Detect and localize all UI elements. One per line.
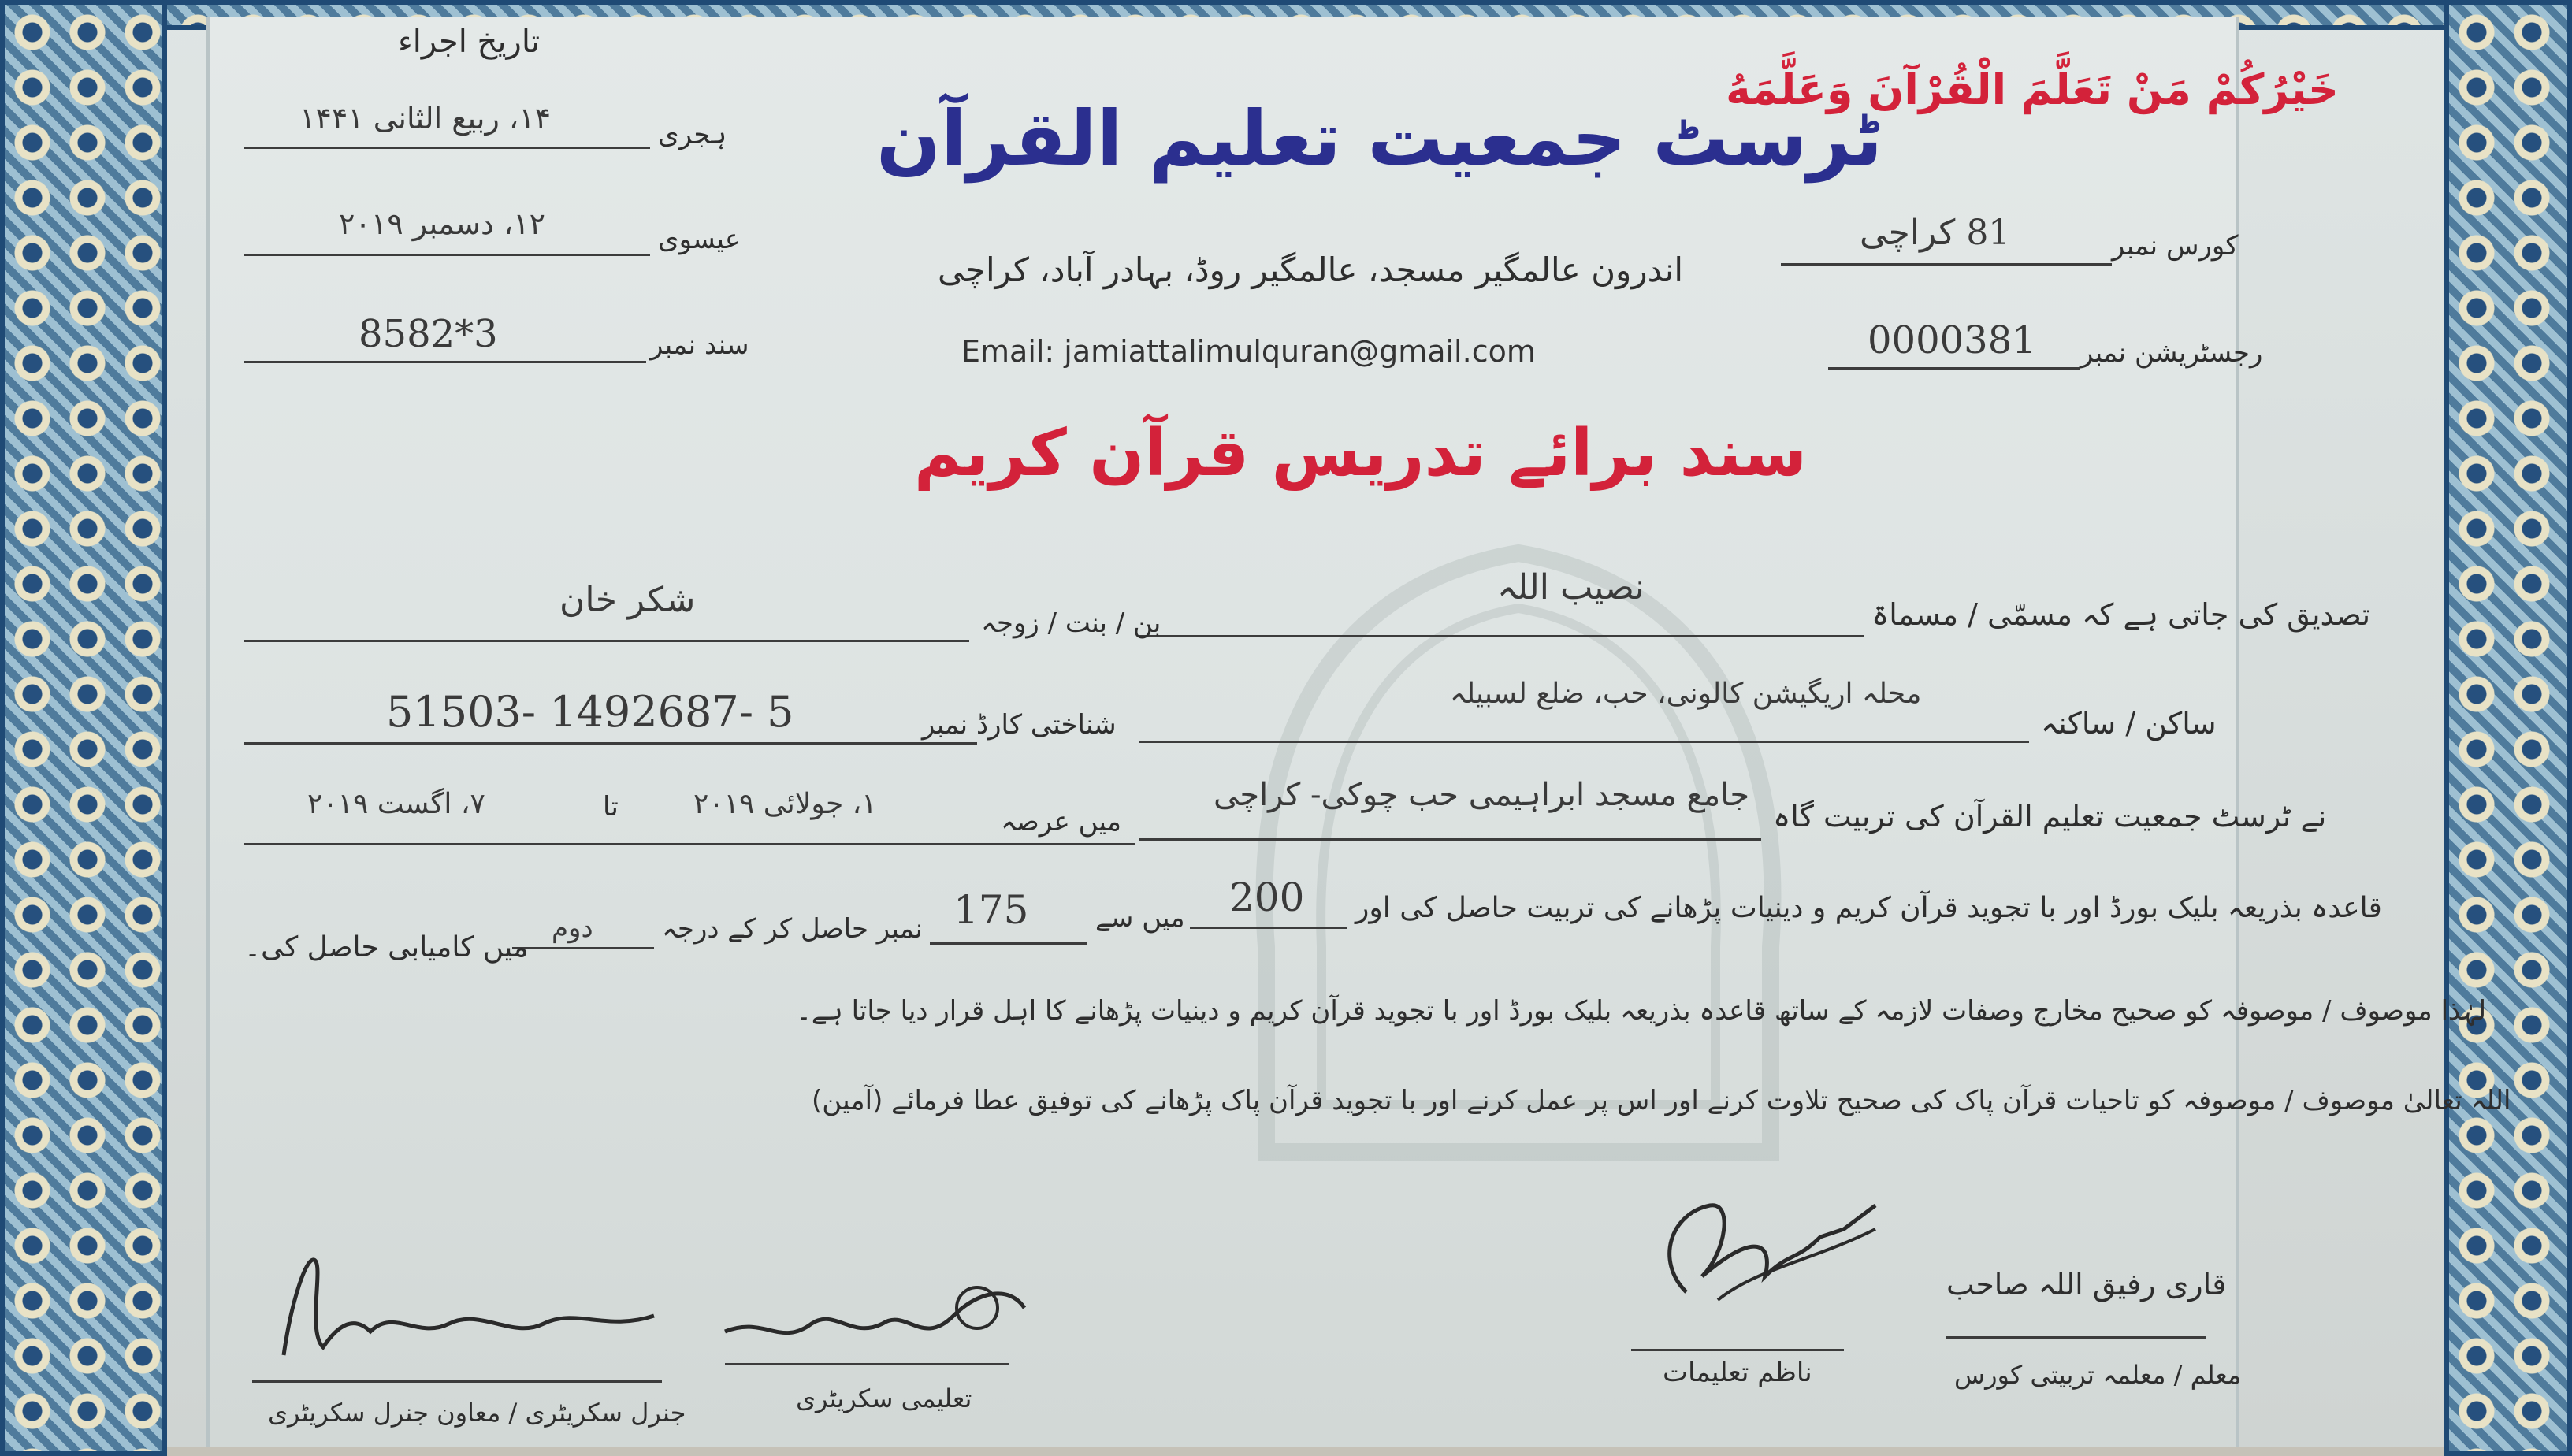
training-description: قاعدہ بذریعہ بلیک بورڈ اور با تجوید قرآن کریم و دینیات پڑھانے کی تربیت حاصل کی اور [1355,892,2382,924]
student-name: نصیب اللہ [1497,567,1645,607]
attestation-text: تصدیق کی جاتی ہے کہ مسمّی / مسماۃ [1871,597,2371,632]
watermark-emblem [1219,537,1818,1168]
teacher-name: قاری رفیق اللہ صاحب [1946,1267,2227,1302]
organization-email: Email: jamiattalimulquran@gmail.com [961,334,1536,369]
from-word: میں سے [1095,902,1185,934]
father-name-underline [244,640,969,642]
period-underline [244,843,1135,845]
id-card-number: 51503- 1492687- 5 [386,687,794,737]
general-secretary-title: جنرل سکریٹری / معاون جنرل سکریٹری [268,1398,686,1428]
teacher-title: معلم / معلمہ تربیتی کورس [1954,1360,2242,1390]
ornamental-border-right [2444,0,2572,1456]
resident-address-underline [1139,741,2029,743]
student-name-underline [1139,635,1864,637]
obtained-marks-underline [930,942,1087,945]
organization-address: اندرون عالمگیر مسجد، عالمگیر روڈ، بہادر آباد، کراچی [938,251,1684,289]
secretary-title: تعلیمی سکریٹری [796,1384,972,1413]
obtained-marks: 175 [953,887,1029,933]
training-venue: جامع مسجد ابراہیمی حب چوکی- کراچی [1214,777,1750,813]
period-from: ۱، جولائی ۲۰۱۹ [693,788,877,820]
gregorian-underline [244,254,650,256]
hijri-underline [244,147,650,149]
nazim-signature [1639,1182,1891,1324]
period-label: میں عرصہ [1001,806,1121,838]
nazim-title: ناظم تعلیمات [1663,1357,1812,1388]
registration-number-underline [1828,367,2080,370]
quran-motto: خَيْرُكُمْ مَنْ تَعَلَّمَ الْقُرْآنَ وَعَلَّمَهُ [1726,65,2339,114]
training-venue-underline [1139,838,1761,841]
sanad-number-label: سند نمبر [650,329,749,361]
nazim-signature-line [1631,1349,1844,1351]
ornamental-border-left [0,0,167,1456]
gregorian-value: ۱۲، دسمبر ۲۰۱۹ [339,206,546,241]
hijri-label: ہجری [658,119,727,150]
sanad-number-underline [244,361,646,363]
total-marks-underline [1190,927,1347,929]
secretary-signature-line [725,1363,1009,1365]
general-secretary-signature-line [252,1380,662,1383]
marks-text: نمبر حاصل کر کے درجہ [662,913,923,945]
hijri-value: ۱۴، ربیع الثانی ۱۴۴۱ [299,101,552,136]
sanad-number-value: 8582*3 [359,312,498,356]
grade-value: دوم [552,912,593,944]
teacher-signature-line [1946,1336,2206,1339]
prayer-statement: اللہ تعالیٰ موصوف / موصوفہ کو تاحیات قرآن پاک کی صحیح تلاوت کرنے اور اس پر عمل کرنے اور با تجوید قرآن پاک پڑھانے کی توفیق عطا فرمائے (آمین) [812,1085,2511,1116]
issue-date-heading: تاریخ اجراء [398,24,541,60]
id-card-underline [244,742,977,745]
course-number-label: کورس نمبر [2112,230,2239,262]
grade-underline [512,947,654,949]
registration-number-value: 0000381 [1868,318,2036,362]
father-name: شکر خان [559,580,696,620]
course-number-value: 81 کراچی [1860,213,2011,253]
resident-address: محلہ اریگیشن کالونی، حب، ضلع لسبیلہ [1450,678,1922,710]
training-centre-text: نے ٹرسٹ جمعیت تعلیم القرآن کی تربیت گاہ [1773,799,2327,834]
organization-name: ٹرسٹ جمعیت تعلیم القرآن [876,95,1883,183]
course-number-underline [1781,263,2112,266]
certificate-title: سند برائے تدریس قرآن کریم [914,416,1808,491]
gregorian-label: عیسوی [658,224,741,255]
success-text: میں کامیابی حاصل کی۔ [244,931,529,964]
id-card-label: شناختی کارڈ نمبر [922,709,1117,741]
period-to-word: تا [603,791,619,823]
resident-label: ساکن / ساکنہ [2041,706,2217,741]
qualification-statement: لہٰذا موصوف / موصوفہ کو صحیح مخارج وصفات لازمہ کے ساتھ قاعدہ بذریعہ بلیک بورڈ اور با تجوید قرآن کریم و دینیات پڑھانے کا اہل قرار دیا جاتا ہے۔ [796,995,2487,1027]
period-to: ۷، اگست ۲۰۱۹ [307,788,485,820]
registration-number-label: رجسٹریشن نمبر [2080,337,2263,369]
relation-label: بن / بنت / زوجہ [981,607,1161,639]
secretary-signature [717,1261,1032,1371]
total-marks: 200 [1229,875,1305,920]
general-secretary-signature [260,1237,670,1379]
